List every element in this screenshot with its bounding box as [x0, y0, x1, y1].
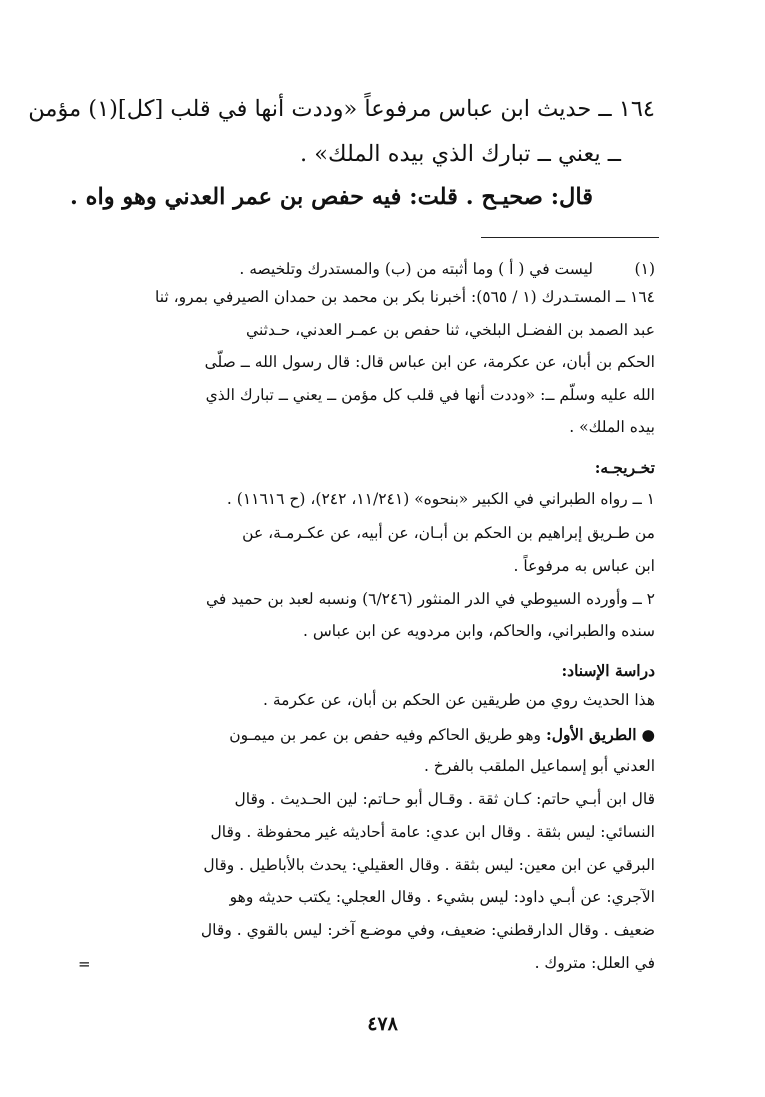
takhrij-line-3: ابن عباس به مرفوعاً .: [513, 557, 655, 575]
continuation-symbol: =: [78, 955, 91, 973]
isnad-heading: دراسة الإسناد:: [561, 661, 655, 680]
footnote-164-line-3: الحكم بن أبان، عن عكرمة، عن ابن عباس قال: قال رسول الله ــ صلّى: [204, 353, 655, 371]
bullet-icon: ●: [641, 726, 655, 744]
isnad-line-2: [229, 727, 655, 744]
hadith-line-1: ١٦٤ ــ حديث ابن عباس مرفوعاً «وددت أنها في قلب [كل](١) مؤمن: [28, 96, 655, 122]
isnad-line-6: البرقي عن ابن معين: ليس بثقة . وقال العقيلي: يحدث بالأباطيل . وقال: [203, 856, 655, 874]
takhrij-line-1: ١ ــ رواه الطبراني في الكبير «بنحوه» (١١/٢٤١، ٢٤٢)، (ح ١١٦١٦) .: [226, 490, 655, 508]
isnad-line-9: في العلل: متروك .: [534, 954, 655, 972]
isnad-line-7: الآجري: عن أبـي داود: ليس بشيء . وقال العجلي: يكتب حديثه وهو: [229, 888, 655, 906]
footnote-164-line-5: بيده الملك» .: [569, 418, 655, 436]
isnad-line-1: هذا الحديث روي من طريقين عن الحكم بن أبان، عن عكرمة .: [263, 691, 655, 709]
isnad-line-4: قال ابن أبـي حاتم: كـان ثقة . وقـال أبو حـاتم: لين الحـديث . وقال: [234, 790, 655, 808]
footnote-164-line-4: الله عليه وسلّم ــ: «وددت أنها في قلب كل مؤمن ــ يعني ــ تبارك الذي: [205, 386, 655, 404]
footnote-1-marker: (١): [634, 260, 655, 278]
page-number: ٤٧٨: [367, 1013, 398, 1035]
first-route-text: وهو طريق الحاكم وفيه حفص بن عمر بن ميمـون: [229, 726, 546, 744]
isnad-line-8: ضعيف . وقال الدارقطني: ضعيف، وفي موضـع آخر: ليس بالقوي . وقال: [200, 921, 655, 939]
takhrij-line-2: من طـريق إبراهيم بن الحكم بن أبـان، عن أبيه، عن عكـرمـة، عن: [242, 524, 655, 542]
first-route-label: الطريق الأول:: [545, 725, 637, 744]
takhrij-heading: تخـريجـه:: [594, 458, 655, 477]
hadith-line-2: ــ يعني ــ تبارك الذي بيده الملك» .: [299, 141, 621, 167]
footnote-164-line-1: ١٦٤ ــ المستـدرك (١ / ٥٦٥): أخبرنا بكر بن محمد بن حمدان الصيرفي بمرو، ثنا: [155, 288, 655, 306]
isnad-line-3: العدني أبو إسماعيل الملقب بالفرخ .: [423, 757, 655, 775]
isnad-line-5: النسائي: ليس بثقة . وقال ابن عدي: عامة أحاديثه غير محفوظة . وقال: [210, 823, 655, 841]
footnote-separator: [481, 237, 659, 238]
hadith-verdict: قال: صحيـح . قلت: فيه حفص بن عمر العدني وهو واه .: [70, 184, 593, 210]
takhrij-line-4: ٢ ــ وأورده السيوطي في الدر المنثور (٦/٢٤٦) ونسبه لعبد بن حميد في: [206, 590, 655, 608]
footnote-164-line-2: عبد الصمد بن الفضـل البلخي، ثنا حفص بن عمـر العدني، حـدثني: [246, 321, 655, 339]
takhrij-line-5: سنده والطبراني، والحاكم، وابن مردويه عن ابن عباس .: [302, 622, 655, 640]
footnote-1-text: ليست في ( أ ) وما أثبته من (ب) والمستدرك وتلخيصه .: [239, 260, 593, 278]
